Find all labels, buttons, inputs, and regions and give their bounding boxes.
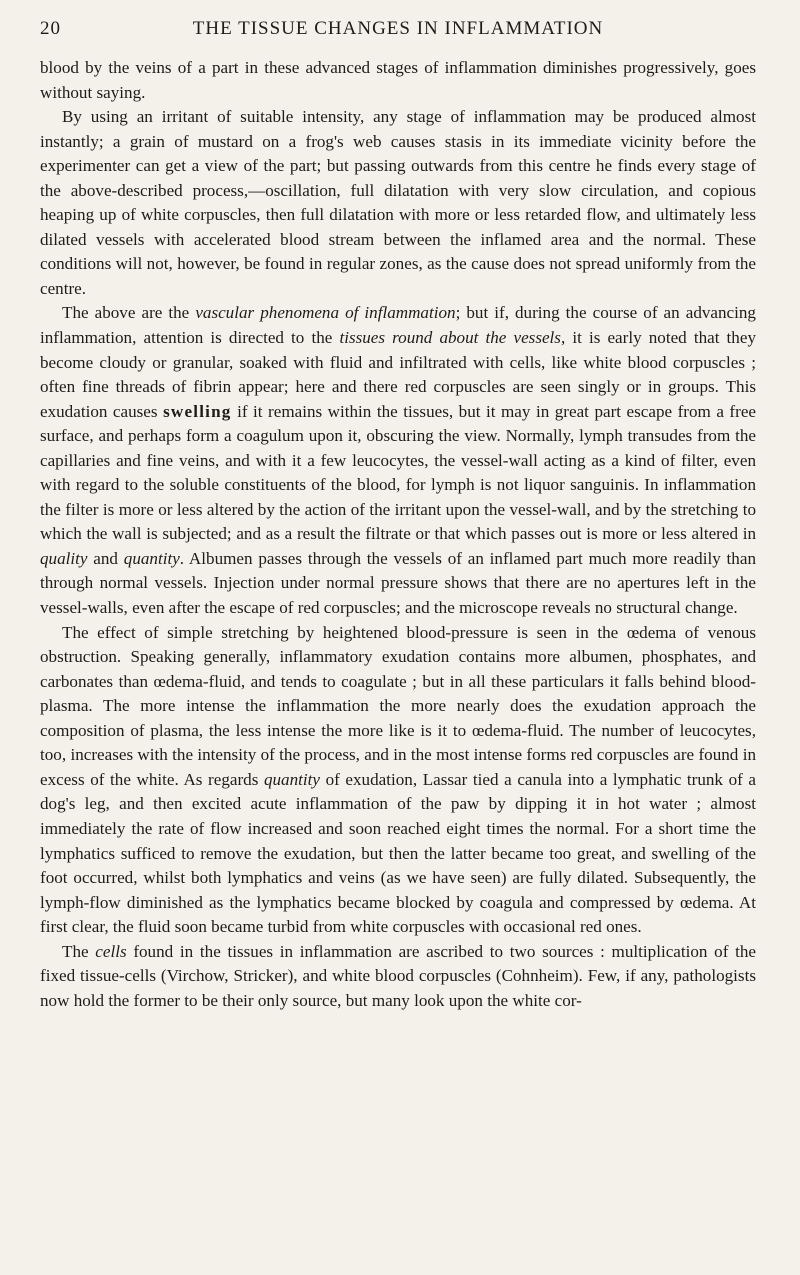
paragraph — [40, 940, 756, 1014]
emphasis-text: tissues round about the vessels — [339, 328, 561, 348]
emphasis-text: cells — [95, 941, 127, 961]
paragraph — [40, 621, 756, 940]
text-run: if it remains within the tissues, but it may in great part escape from a free surface, and perhaps form a coagulum upon it, obscuring the view. Normally, lymph transudes from the capillaries and fine veins, and with it a few leucocytes, the vessel-wall acting as a kind of filter, even with regard to the soluble constituents of the blood, for lymph is not liquor sanguinis. In inflammation the filter is more or less altered by the action of the irritant upon the vessel-wall, and by the stretching to which the wall is subjected; and as a result the filtrate or that which passes out is more or less altered in — [40, 401, 756, 544]
text-run: . Albumen passes through the vessels of an inflamed part much more readily than through normal vessels. Injection under normal pressure shows that there are no apertures left in the vessel-walls, even after the escape of red corpuscles; and the microscope reveals no structural change. — [40, 548, 756, 618]
text-run: and — [87, 548, 124, 568]
text-run: found in the tissues in inflammation are ascribed to two sources : multiplication of the fixed tissue-cells (Virchow, Stricker), and white blood corpuscles (Cohnheim). Few, if any, pathologists now hold the former to be their only source, but many look upon the white cor- — [40, 941, 756, 1010]
text-run: ; but if, during the course of an advancing inflammation, attention is directed to the — [40, 303, 756, 348]
page-number: 20 — [40, 18, 61, 39]
running-head: THE TISSUE CHANGES IN INFLAMMATION — [192, 18, 604, 39]
paragraph — [40, 56, 756, 105]
paragraph — [40, 301, 756, 620]
text-run: By using an irritant of suitable intensity, any stage of inflammation may be produced almost instantly; a grain of mustard on a frog's web causes stasis in its immediate vicinity before the experimenter can get a view of the part; but passing outwards from this centre he finds every stage of the above-described process,—oscillation, full dilatation with very slow circulation, and copious heaping up of white corpuscles, then full dilatation with more or less retarded flow, and ultimately less dilated vessels with accelerated blood stream between the inflamed area and the normal. These conditions will not, however, be found in regular zones, as the cause does not spread uniformly from the centre. — [40, 107, 756, 298]
text-run: , it is early noted that they become cloudy or granular, soaked with fluid and infiltrated with cells, like white blood corpuscles ; often fine threads of fibrin appear; here and there red corpuscles are seen singly or in groups. This exudation causes — [40, 328, 756, 421]
page-header — [40, 12, 756, 42]
body-text — [40, 56, 756, 1013]
emphasis-text: vascular phenomena of inflammation — [195, 303, 456, 323]
text-run: of exudation, Lassar tied a canula into a lymphatic trunk of a dog's leg, and then excited acute inflammation of the paw by dipping it in hot water ; almost immediately the rate of flow increased and soon reached eight times the normal. For a short time the lymphatics sufficed to remove the exudation, but then the latter became too great, and swelling of the foot occurred, whilst both lymphatics and veins (as we have seen) are fully dilated. Subsequently, the lymph-flow diminished as the lymphatics became blocked by coagula and compressed by œdema. At first clear, the fluid soon became turbid from white corpuscles with occasional red ones. — [40, 769, 756, 937]
spaced-emphasis-text: swelling — [163, 401, 232, 421]
text-run: The effect of simple stretching by heightened blood-pressure is seen in the œdema of venous obstruction. Speaking generally, inflammatory exudation contains more albumen, phosphates, and carbonates than œdema-fluid, and tends to coagulate ; but in all these particulars it falls behind blood-plasma. The more intense the inflammation the more nearly does the exudation approach the composition of plasma, the less intense the more like is it to œdema-fluid. The number of leucocytes, too, increases with the intensity of the process, and in the most intense forms red corpuscles are found in excess of the white. As regards — [40, 622, 756, 789]
text-run: The above are the — [62, 303, 196, 323]
paragraph — [40, 105, 756, 301]
emphasis-text: quantity — [263, 769, 320, 789]
emphasis-text: quantity — [123, 548, 180, 568]
emphasis-text: quality — [40, 548, 88, 568]
text-run: The — [62, 941, 96, 961]
text-run: blood by the veins of a part in these advanced stages of inflammation diminishes progressively, goes without saying. — [40, 58, 756, 102]
